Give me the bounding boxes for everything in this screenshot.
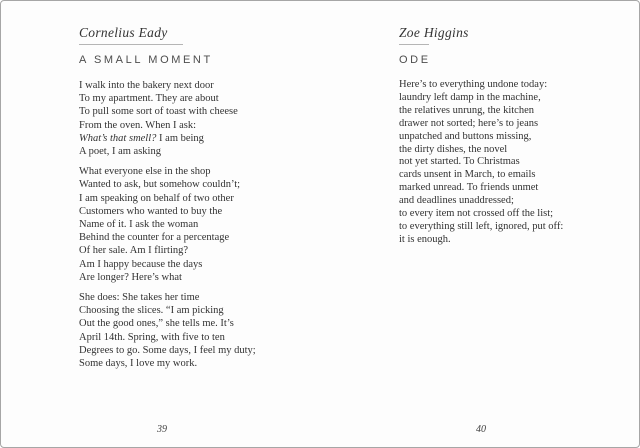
- poem: [79, 79, 303, 370]
- poem-line: marked unread. To friends unmet: [399, 182, 539, 194]
- line-rest: I am being: [156, 132, 204, 144]
- author-rule: [399, 44, 429, 45]
- page-number: 40: [476, 424, 486, 435]
- poem-line: Name of it. I ask the woman: [79, 219, 199, 231]
- poem-line: it is enough.: [399, 233, 451, 245]
- author-name: Cornelius Eady: [79, 25, 168, 40]
- poem-line: A poet, I am asking: [79, 146, 161, 158]
- poem-line: Some days, I love my work.: [79, 358, 198, 370]
- poem-line: the relatives unrung, the kitchen: [399, 104, 534, 116]
- left-page: [1, 1, 321, 447]
- poem-line: drawer not sorted; here’s to jeans: [399, 117, 539, 129]
- author-rule: [79, 44, 183, 45]
- stanza: [79, 165, 303, 284]
- poem-line: the dirty dishes, the novel: [399, 143, 508, 155]
- stanza: [399, 79, 623, 247]
- poem-line: Choosing the slices. “I am picking: [79, 305, 224, 317]
- poem-line: What everyone else in the shop: [79, 166, 211, 178]
- italic-phrase: What’s that smell?: [79, 132, 157, 144]
- poem-line: Wanted to ask, but somehow couldn’t;: [79, 179, 241, 191]
- poem-line: to everything still left, ignored, put off:: [399, 220, 564, 232]
- poem-line: I walk into the bakery next door: [79, 80, 214, 91]
- left-page-content: [1, 1, 321, 370]
- poem-line: I am speaking on behalf of two other: [79, 192, 234, 204]
- author-name: Zoe Higgins: [399, 25, 469, 40]
- poem-line: Am I happy because the days: [79, 258, 203, 270]
- stanza: [79, 79, 303, 158]
- poem-line: From the oven. When I ask:: [79, 119, 197, 131]
- poem-line: and deadlines unaddressed;: [399, 195, 514, 207]
- poem-line: to every item not crossed off the list;: [399, 208, 554, 220]
- poem-line: Behind the counter for a percentage: [79, 232, 230, 244]
- poem-line: Here’s to everything undone today:: [399, 79, 548, 90]
- poem: [399, 79, 623, 247]
- poem-line: Degrees to go. Some days, I feel my duty;: [79, 344, 256, 356]
- poem-line: laundry left damp in the machine,: [399, 91, 541, 103]
- poem-line: cards unsent in March, to emails: [399, 169, 536, 181]
- poem-line: Are longer? Here’s what: [79, 271, 182, 283]
- poem-line: Out the good ones,” she tells me. It’s: [79, 318, 234, 330]
- poem-title: ODE: [399, 54, 431, 66]
- poem-line: Customers who wanted to buy the: [79, 205, 223, 217]
- poem-line: To pull some sort of toast with cheese: [79, 106, 238, 118]
- page-number: 39: [157, 424, 167, 435]
- poem-line: [79, 132, 303, 145]
- stanza: [79, 291, 303, 370]
- poem-title: A SMALL MOMENT: [79, 54, 213, 66]
- poem-line: unpatched and buttons missing,: [399, 130, 532, 142]
- poem-line: not yet started. To Christmas: [399, 156, 520, 168]
- poem-line: April 14th. Spring, with five to ten: [79, 331, 225, 343]
- right-page: [321, 1, 640, 447]
- poem-line: She does: She takes her time: [79, 292, 200, 304]
- right-page-content: [321, 1, 640, 247]
- poem-line: To my apartment. They are about: [79, 93, 219, 105]
- poem-line: Of her sale. Am I flirting?: [79, 245, 189, 257]
